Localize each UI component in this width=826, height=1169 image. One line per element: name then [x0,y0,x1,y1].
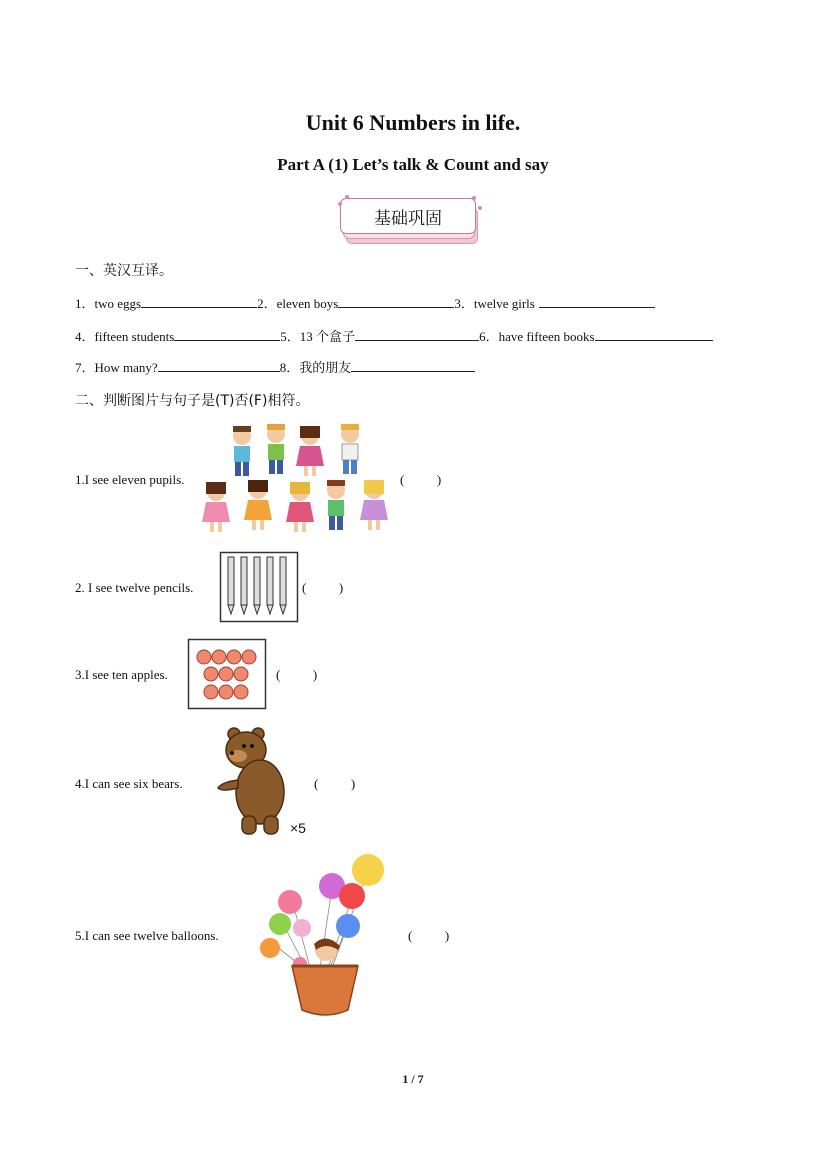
answer-paren[interactable]: ( ) [408,928,450,943]
item-7-label: 7．How many? [75,360,158,375]
pencils-image [220,552,298,622]
page-number: 1 / 7 [402,1072,424,1086]
answer-blank[interactable] [338,294,454,308]
answer-blank[interactable] [141,294,257,308]
item-2-label: 2．eleven boys [257,296,339,311]
bear-count-label: ×5 [290,820,306,836]
answer-blank[interactable] [174,327,280,341]
badge-label: 基础巩固 [340,198,476,234]
answer-blank[interactable] [355,327,479,341]
translation-row-3 [75,357,475,376]
translation-row-2 [75,326,713,345]
balloons-image [248,850,390,1018]
pupils-image [200,420,400,540]
answer-blank[interactable] [351,358,475,372]
question-1-text: 1.I see eleven pupils. [75,472,185,487]
item-1-label: 1．two eggs [75,296,142,311]
section-badge [340,198,482,246]
answer-blank[interactable] [595,327,713,341]
answer-paren[interactable]: ( ) [302,580,344,595]
answer-blank[interactable] [158,358,280,372]
section2-heading: 二、判断图片与句子是(T)否(F)相符。 [75,393,310,409]
page-title: Unit 6 Numbers in life. [305,110,521,135]
question-3-text: 3.I see ten apples. [75,667,168,682]
question-4-text: 4.I can see six bears. [75,776,183,791]
item-4-label: 4．fifteen students [75,329,175,344]
item-3-label: 3．twelve girls [454,296,535,311]
item-6-label: 6．have fifteen books [479,329,595,344]
answer-paren[interactable]: ( ) [276,667,318,682]
page-subtitle: Part A (1) Let’s talk & Count and say [277,155,549,174]
apples-image [188,639,266,709]
answer-paren[interactable]: ( ) [400,472,442,487]
section1-heading: 一、英汉互译。 [75,263,173,279]
pupil-figures [202,424,388,532]
question-2-text: 2. I see twelve pencils. [75,580,194,595]
item-8-label: 8．我的朋友 [279,360,352,375]
answer-blank[interactable] [539,294,655,308]
translation-row-1 [75,293,655,312]
answer-paren[interactable]: ( ) [314,776,356,791]
question-5-text: 5.I can see twelve balloons. [75,928,219,943]
item-5-label: 5．13 个盒子 [280,329,356,344]
